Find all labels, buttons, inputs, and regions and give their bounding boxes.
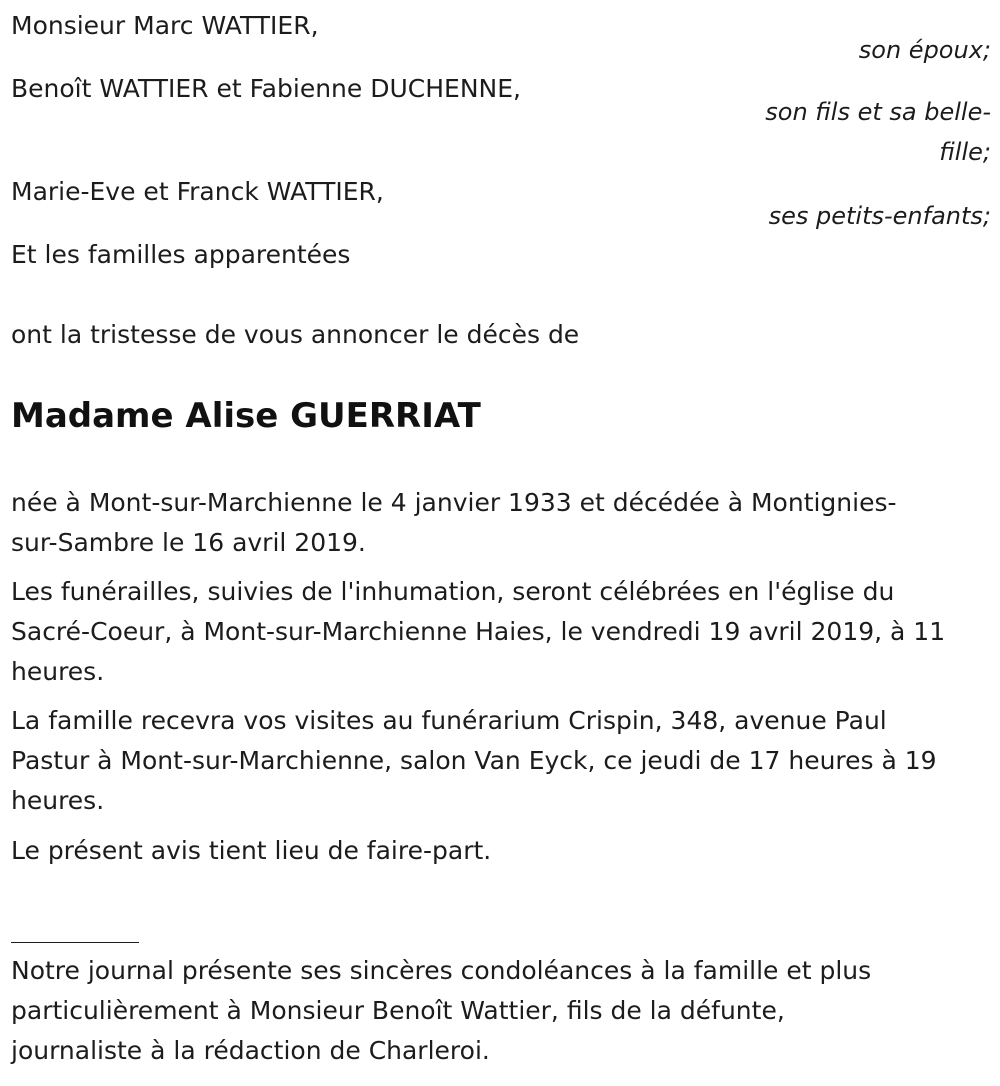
visits-line-1: La famille recevra vos visites au funérarium Crispin, 348, avenue Paul [11, 706, 887, 735]
condolences-line-3: journaliste à la rédaction de Charleroi. [11, 1036, 490, 1065]
spouse-name: Monsieur Marc WATTIER, [11, 11, 319, 40]
son-role-line-2: fille; [939, 138, 991, 166]
relatives-line: Et les familles apparentées [11, 240, 351, 269]
grandchildren-role: ses petits-enfants; [768, 202, 991, 230]
faire-part-notice: Le présent avis tient lieu de faire-part. [11, 836, 492, 865]
birth-death-line-2: sur-Sambre le 16 avril 2019. [11, 528, 366, 557]
son-role-line-1: son fils et sa belle- [765, 98, 991, 126]
announcement-intro: ont la tristesse de vous annoncer le décès de [11, 320, 580, 349]
deceased-name: Madame Alise GUERRIAT [11, 396, 481, 436]
funeral-line-3: heures. [11, 657, 105, 686]
visits-line-2: Pastur à Mont-sur-Marchienne, salon Van Eyck, ce jeudi de 17 heures à 19 [11, 746, 937, 775]
funeral-line-2: Sacré-Coeur, à Mont-sur-Marchienne Haies, le vendredi 19 avril 2019, à 11 [11, 617, 946, 646]
condolences-line-1: Notre journal présente ses sincères condoléances à la famille et plus [11, 956, 872, 985]
condolences-line-2: particulièrement à Monsieur Benoît Wattier, fils de la défunte, [11, 996, 785, 1025]
separator-rule [11, 942, 139, 943]
spouse-role: son époux; [858, 36, 991, 64]
funeral-line-1: Les funérailles, suivies de l'inhumation, seront célébrées en l'église du [11, 577, 895, 606]
grandchildren-name: Marie-Eve et Franck WATTIER, [11, 177, 384, 206]
birth-death-line-1: née à Mont-sur-Marchienne le 4 janvier 1933 et décédée à Montignies- [11, 488, 897, 517]
son-name: Benoît WATTIER et Fabienne DUCHENNE, [11, 74, 521, 103]
visits-line-3: heures. [11, 786, 105, 815]
